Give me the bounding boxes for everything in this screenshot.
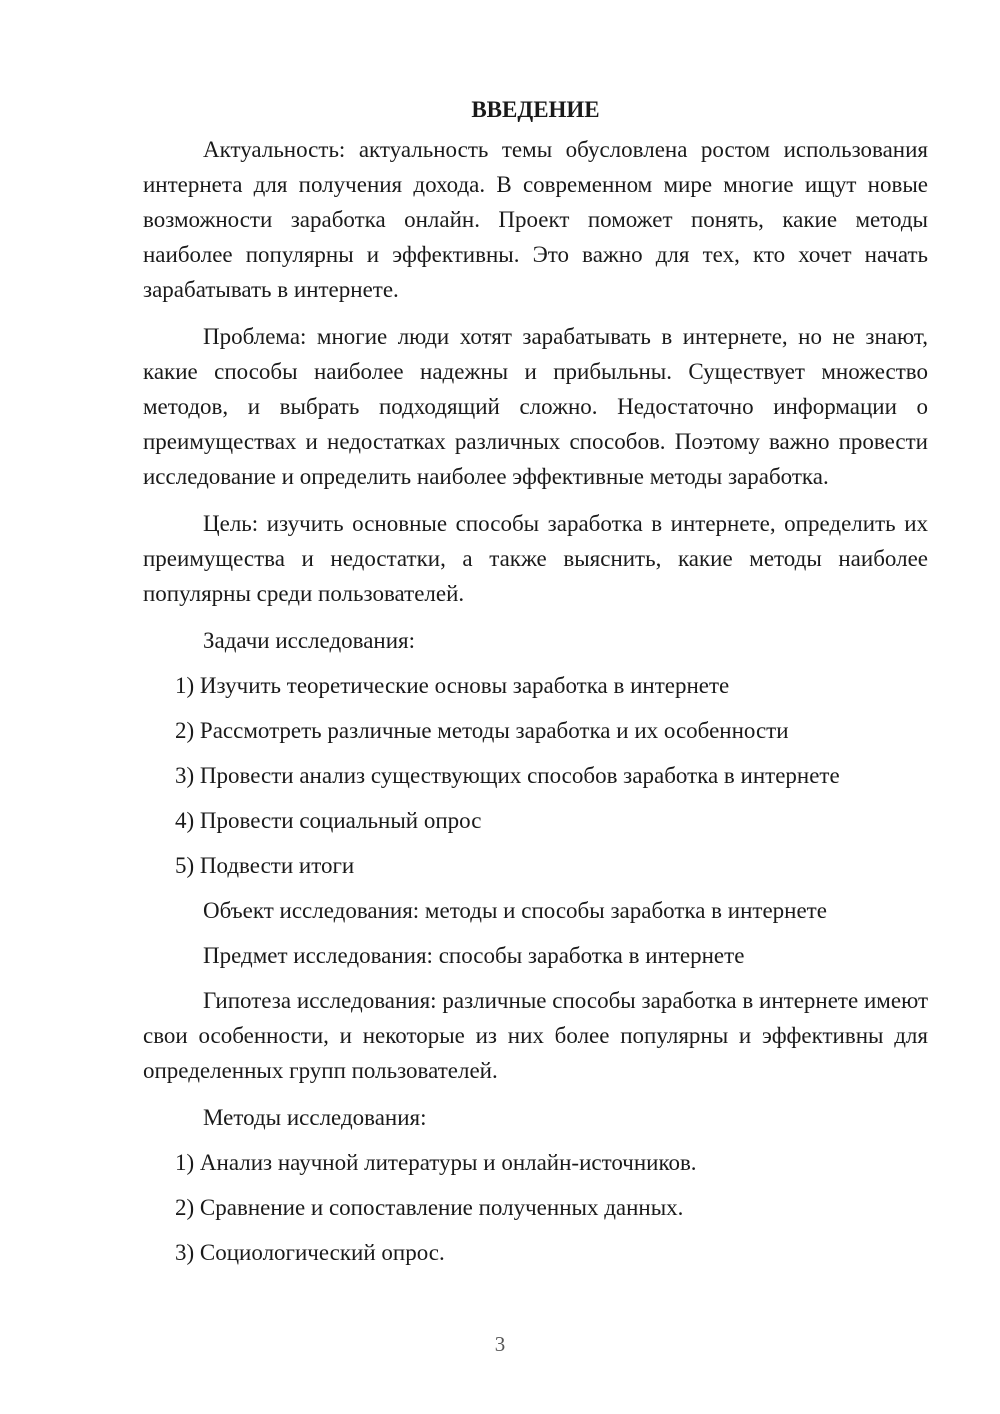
list-item: 1) Анализ научной литературы и онлайн-источников. <box>175 1150 697 1175</box>
list-item: 5) Подвести итоги <box>175 853 355 878</box>
problem-paragraph: Проблема: многие люди хотят зарабатывать в интернете, но не знают, какие способы наиболее надежны и прибыльны. Существует множество методов, и выбрать подходящий сложно. Недостаточно информации о преимуществах и недостатках различных способов. Поэтому важно провести исследование и определить наиболее эффективные методы заработка. <box>143 324 928 489</box>
section-title: ВВЕДЕНИЕ <box>471 97 600 122</box>
list-item: 1) Изучить теоретические основы заработка в интернете <box>175 673 730 698</box>
object-line: Объект исследования: методы и способы заработка в интернете <box>203 898 827 923</box>
tasks-heading: Задачи исследования: <box>203 628 416 653</box>
list-item: 3) Социологический опрос. <box>175 1240 445 1265</box>
list-item: 2) Сравнение и сопоставление полученных данных. <box>175 1195 684 1220</box>
methods-list <box>143 1145 928 1270</box>
page-number: 3 <box>494 1332 506 1356</box>
tasks-list <box>143 668 928 883</box>
list-item: 3) Провести анализ существующих способов заработка в интернете <box>175 763 840 788</box>
list-item: 4) Провести социальный опрос <box>175 808 482 833</box>
list-item: 2) Рассмотреть различные методы заработка и их особенности <box>175 718 789 743</box>
document-page <box>143 92 928 1280</box>
goal-paragraph: Цель: изучить основные способы заработка в интернете, определить их преимущества и недостатки, а также выяснить, какие методы наиболее популярны среди пользователей. <box>143 511 928 606</box>
subject-line: Предмет исследования: способы заработка в интернете <box>203 943 745 968</box>
methods-heading: Методы исследования: <box>203 1105 427 1130</box>
hypothesis-paragraph: Гипотеза исследования: различные способы заработка в интернете имеют свои особенности, и некоторые из них более популярны и эффективны для определенных групп пользователей. <box>143 988 928 1083</box>
relevance-paragraph: Актуальность: актуальность темы обусловлена ростом использования интернета для получения дохода. В современном мире многие ищут новые возможности заработка онлайн. Проект поможет понять, какие методы наиболее популярны и эффективны. Это важно для тех, кто хочет начать зарабатывать в интернете. <box>143 137 928 302</box>
